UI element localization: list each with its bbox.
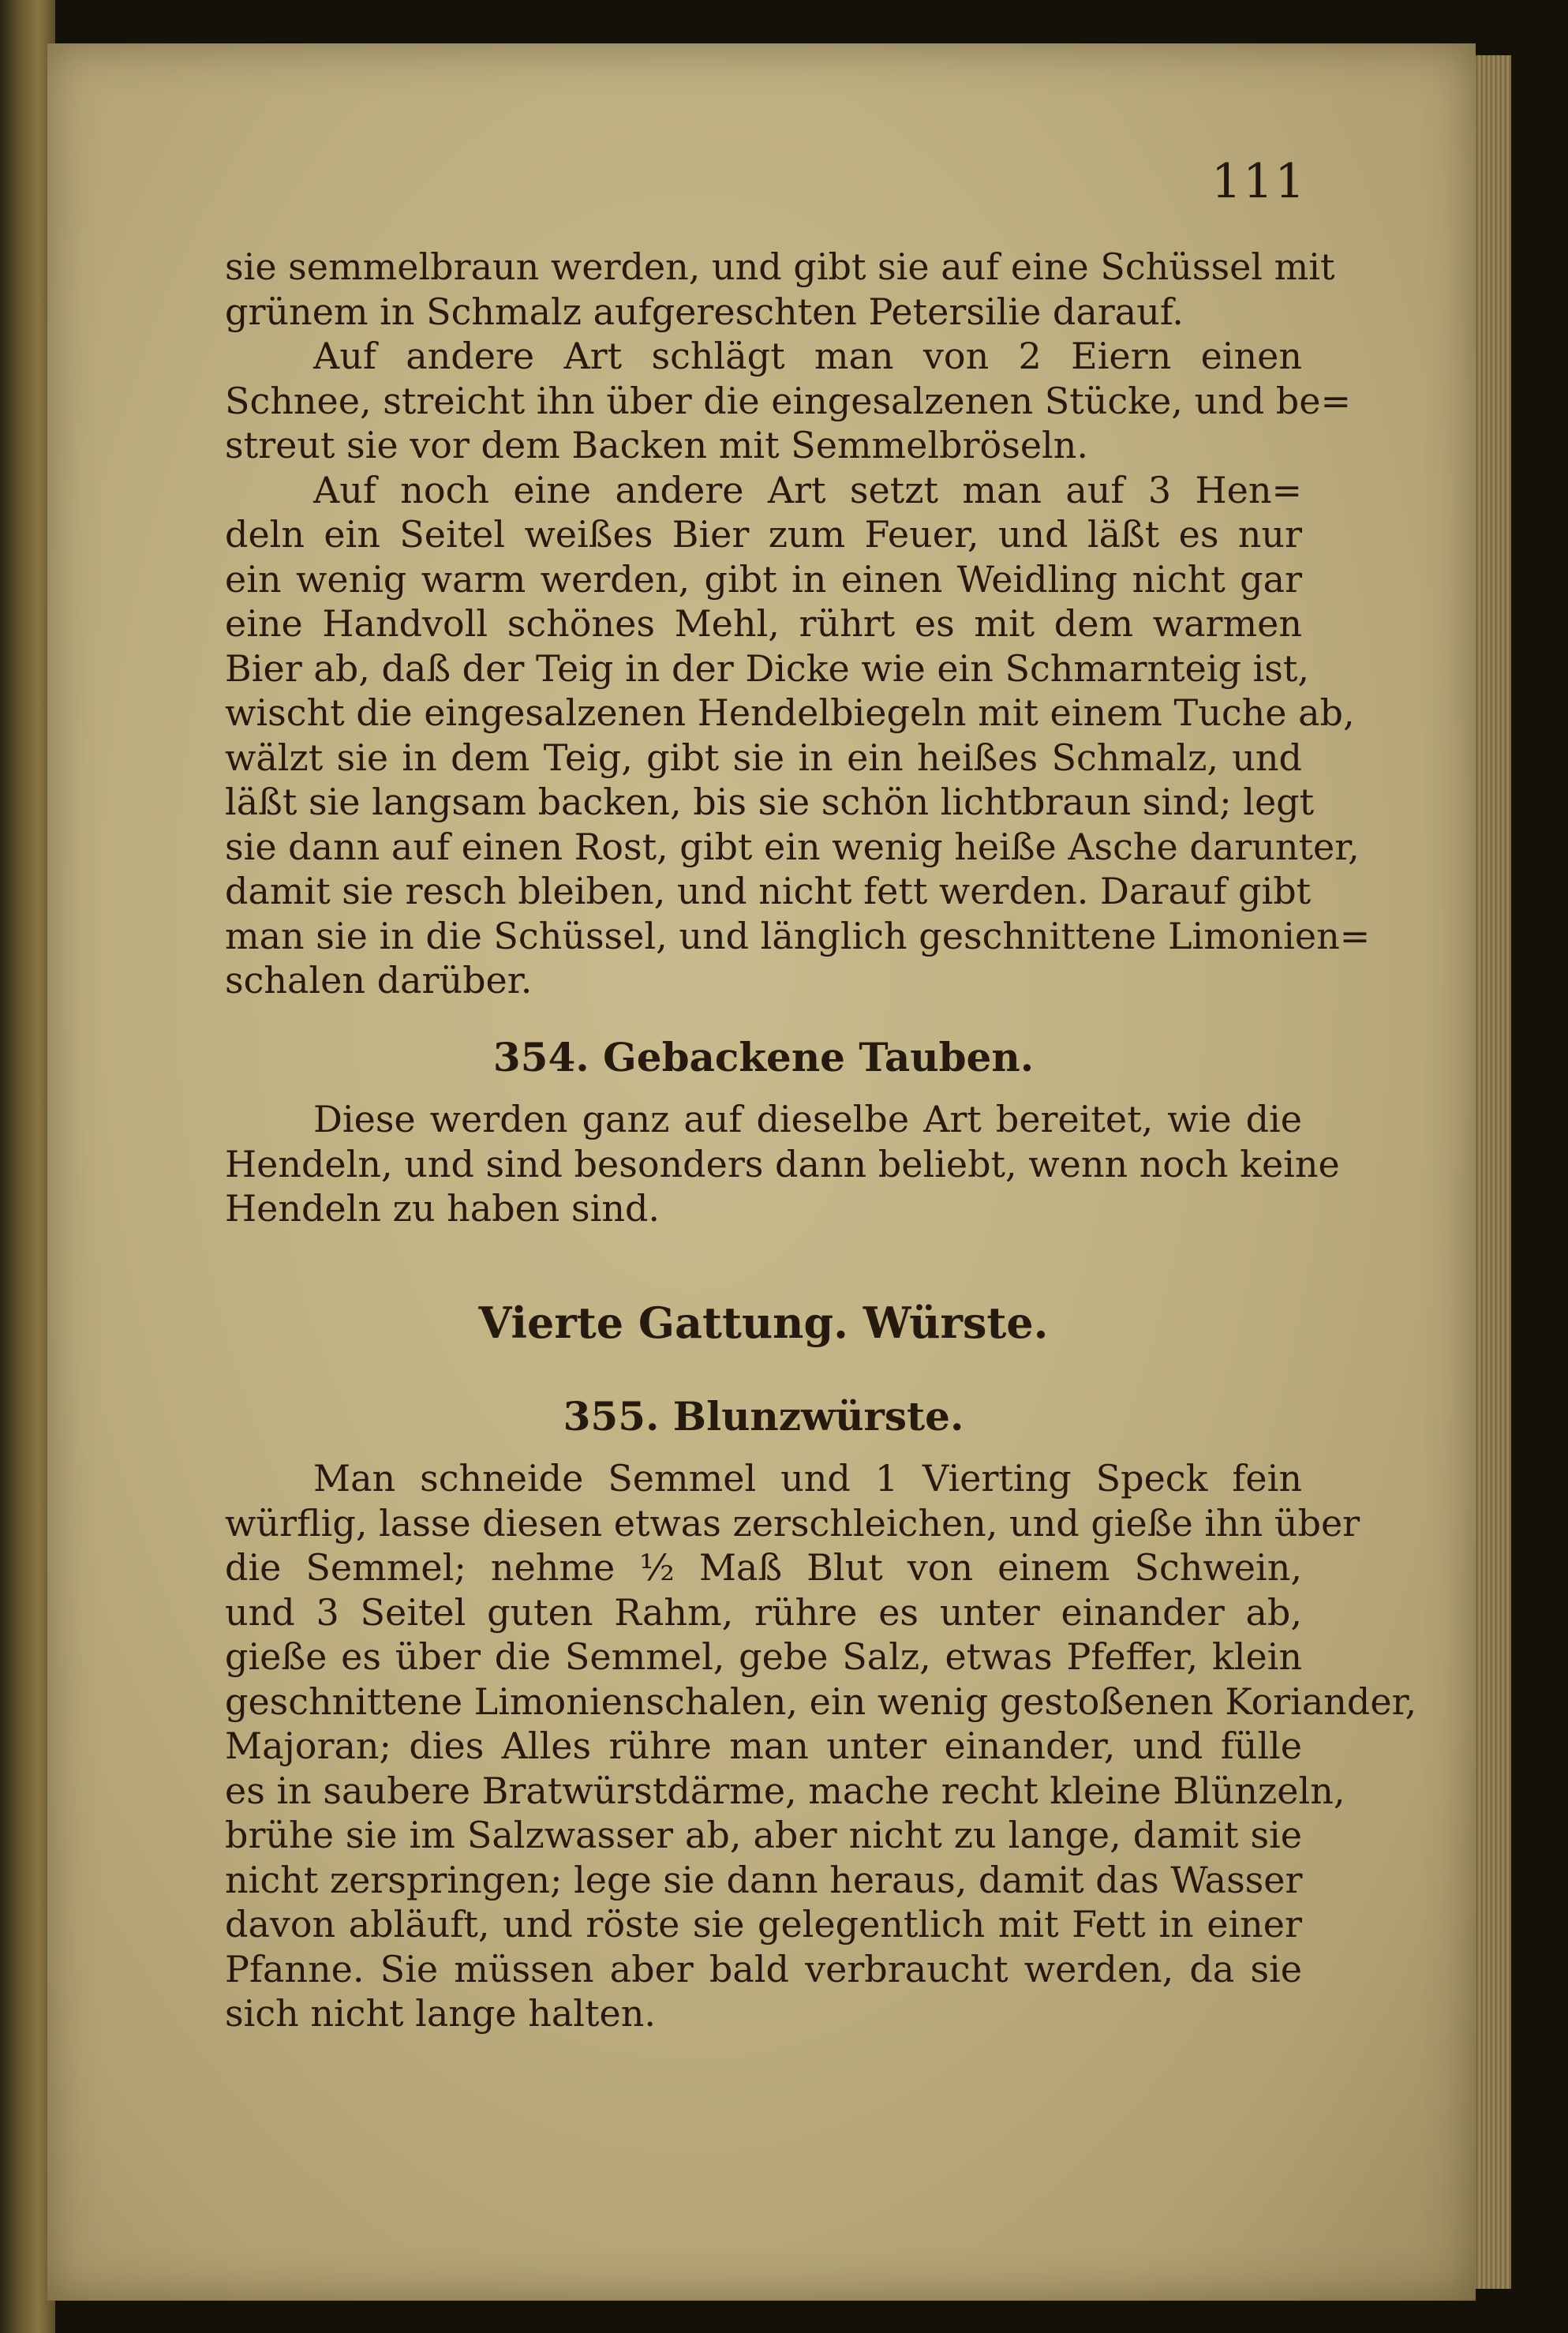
text-line: davon abläuft, und röste sie gelegentlich mit Fett in einer bbox=[225, 1903, 1302, 1945]
text-line: Schnee, streicht ihn über die eingesalzenen Stücke, und be= bbox=[225, 379, 1352, 422]
text-line: Diese werden ganz auf dieselbe Art bereitet, wie die bbox=[313, 1098, 1302, 1140]
text-line: schalen darüber. bbox=[225, 959, 533, 1002]
text-line: wischt die eingesalzenen Hendelbiegeln mit einem Tuche ab, bbox=[225, 691, 1355, 734]
text-line: man sie in die Schüssel, und länglich geschnittene Limonien= bbox=[225, 914, 1371, 957]
text-line: Man schneide Semmel und 1 Vierting Speck fein bbox=[313, 1457, 1302, 1500]
text-line: nicht zerspringen; lege sie dann heraus, damit das Wasser bbox=[225, 1858, 1303, 1901]
text-line: geschnittene Limonienschalen, ein wenig gestoßenen Koriander, bbox=[225, 1680, 1417, 1723]
text-line: eine Handvoll schönes Mehl, rührt es mit dem warmen bbox=[225, 602, 1302, 645]
category-heading: Vierte Gattung. Würste. bbox=[478, 1298, 1049, 1348]
text-line: Pfanne. Sie müssen aber bald verbraucht werden, da sie bbox=[225, 1947, 1302, 1990]
recipe-355-heading: 355. Blunzwürste. bbox=[563, 1393, 964, 1440]
text-line: und 3 Seitel guten Rahm, rühre es unter einander ab, bbox=[225, 1590, 1302, 1634]
text-line: damit sie resch bleiben, und nicht fett werden. Darauf gibt bbox=[225, 870, 1312, 912]
recipe-355-text bbox=[225, 1456, 1417, 2036]
text-line: grünem in Schmalz aufgereschten Petersilie darauf. bbox=[225, 290, 1184, 333]
text-line: läßt sie langsam backen, bis sie schön lichtbraun sind; legt bbox=[225, 781, 1315, 823]
text-line: streut sie vor dem Backen mit Semmelbröseln. bbox=[225, 424, 1089, 466]
text-line: Majoran; dies Alles rühre man unter einander, und fülle bbox=[225, 1724, 1302, 1767]
text-line: ein wenig warm werden, gibt in einen Weidling nicht gar bbox=[225, 557, 1302, 601]
page-number: 111 bbox=[1211, 154, 1307, 209]
recipe-354-text bbox=[225, 1097, 1340, 1231]
text-line: Hendeln zu haben sind. bbox=[225, 1187, 661, 1230]
text-line: Auf noch eine andere Art setzt man auf 3 Hen= bbox=[313, 468, 1302, 511]
recipe-354-heading: 354. Gebackene Tauben. bbox=[492, 1034, 1035, 1080]
text-line: Bier ab, daß der Teig in der Dicke wie ein Schmarnteig ist, bbox=[225, 646, 1309, 690]
text-line: wälzt sie in dem Teig, gibt sie in ein heißes Schmalz, und bbox=[225, 736, 1302, 779]
text-line: sie semmelbraun werden, und gibt sie auf eine Schüssel mit bbox=[225, 245, 1335, 288]
text-line: es in saubere Bratwürstdärme, mache recht kleine Blünzeln, bbox=[225, 1769, 1345, 1812]
text-line: brühe sie im Salzwasser ab, aber nicht zu lange, damit sie bbox=[225, 1814, 1302, 1856]
text-line: Hendeln, und sind besonders dann beliebt, wenn noch keine bbox=[225, 1142, 1340, 1185]
text-line: deln ein Seitel weißes Bier zum Feuer, und läßt es nur bbox=[225, 513, 1302, 556]
text-line: sich nicht lange halten. bbox=[225, 1992, 656, 2035]
text-line: würflig, lasse diesen etwas zerschleichen, und gieße ihn über bbox=[225, 1501, 1360, 1545]
text-line: gieße es über die Semmel, gebe Salz, etwas Pfeffer, klein bbox=[225, 1635, 1302, 1678]
continued-recipe-text bbox=[225, 245, 1371, 1003]
text-line: sie dann auf einen Rost, gibt ein wenig heiße Asche darunter, bbox=[225, 825, 1360, 868]
text-line: Auf andere Art schlägt man von 2 Eiern einen bbox=[313, 335, 1302, 377]
text-line: die Semmel; nehme ½ Maß Blut von einem Schwein, bbox=[225, 1546, 1302, 1589]
